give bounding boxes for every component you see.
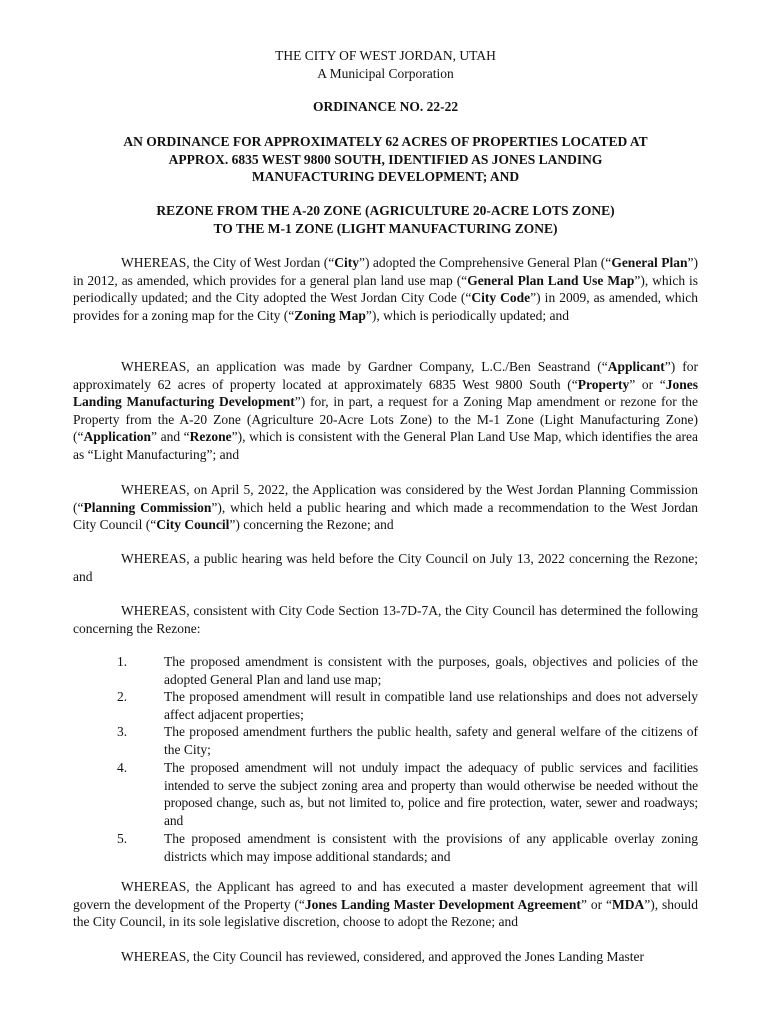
- list-number: 5.: [117, 831, 128, 846]
- title-line: APPROX. 6835 WEST 9800 SOUTH, IDENTIFIED AS JONES LANDING: [168, 151, 603, 167]
- ordinance-title: [73, 133, 698, 186]
- city-name: THE CITY OF WEST JORDAN, UTAH: [275, 48, 496, 63]
- list-number: 2.: [117, 689, 128, 704]
- whereas-paragraph-5: WHEREAS, consistent with City Code Section 13-7D-7A, the City Council has determined the following concerning the Rezone:: [73, 603, 698, 636]
- document-header: [73, 47, 698, 82]
- title-line: REZONE FROM THE A-20 ZONE (AGRICULTURE 20-ACRE LOTS ZONE): [156, 203, 615, 218]
- whereas-paragraph-1: WHEREAS, the City of West Jordan (“City”) adopted the Comprehensive General Plan (“General Plan”) in 2012, as amended, which provides for a general plan land use map (“General Plan Land Use Map”), which is periodically updated; and the City adopted the West Jordan City Code (“City Code”) in 2009, as amended, which provides for a zoning map for the City (“Zoning Map”), which is periodically updated; and: [73, 255, 699, 323]
- whereas-paragraph-2: WHEREAS, an application was made by Gardner Company, L.C./Ben Seastrand (“Applicant”) for approximately 62 acres of property located at approximately 6835 West 9800 South (“Property” or “Jones Landing Manufacturing Development”) for, in part, a request for a Zoning Map amendment or rezone for the Property from the A-20 Zone (Agriculture 20-Acre Lots Zone) to the M-1 Zone (Light Manufacturing Zone) (“Application” and “Rezone”), which is consistent with the General Plan Land Use Map, which identifies the area as “Light Manufacturing”; and: [73, 359, 699, 462]
- list-text: The proposed amendment is consistent with the provisions of any applicable overlay zoning districts which may impose additional standards; and: [164, 831, 698, 864]
- list-number: 4.: [117, 760, 128, 775]
- list-text: The proposed amendment will result in compatible land use relationships and does not adversely affect adjacent properties;: [164, 689, 698, 722]
- title-line: AN ORDINANCE FOR APPROXIMATELY 62 ACRES OF PROPERTIES LOCATED AT: [123, 134, 648, 149]
- whereas-paragraph-7: WHEREAS, the City Council has reviewed, considered, and approved the Jones Landing Master: [121, 949, 644, 964]
- list-number: 1.: [117, 654, 128, 669]
- ordinance-number: ORDINANCE NO. 22-22: [312, 99, 459, 114]
- list-text: The proposed amendment is consistent with the purposes, goals, objectives and policies of the adopted General Plan and land use map;: [164, 654, 698, 687]
- whereas-paragraph-4: WHEREAS, a public hearing was held before the City Council on July 13, 2022 concerning the Rezone; and: [73, 551, 698, 584]
- title-line: TO THE M-1 ZONE (LIGHT MANUFACTURING ZONE): [213, 220, 558, 236]
- list-text: The proposed amendment will not unduly impact the adequacy of public services and facilities intended to serve the subject zoning area and property than would otherwise be needed without the proposed change, such as, but not limited to, police and fire protection, water, sewer and roadways; and: [164, 760, 698, 828]
- title-line: MANUFACTURING DEVELOPMENT; AND: [251, 169, 520, 184]
- list-text: The proposed amendment furthers the public health, safety and general welfare of the citizens of the City;: [164, 724, 698, 757]
- whereas-paragraph-3: WHEREAS, on April 5, 2022, the Application was considered by the West Jordan Planning Commission (“Planning Commission”), which held a public hearing and which made a recommendation to the West Jordan City Council (“City Council”) concerning the Rezone; and: [73, 482, 698, 532]
- list-number: 3.: [117, 724, 128, 739]
- rezone-heading: [73, 202, 698, 237]
- corporation-subtitle: A Municipal Corporation: [317, 65, 454, 81]
- whereas-paragraph-6: WHEREAS, the Applicant has agreed to and has executed a master development agreement that will govern the development of the Property (“Jones Landing Master Development Agreement” or “MDA”), should the City Council, in its sole legislative discretion, choose to adopt the Rezone; and: [73, 879, 699, 929]
